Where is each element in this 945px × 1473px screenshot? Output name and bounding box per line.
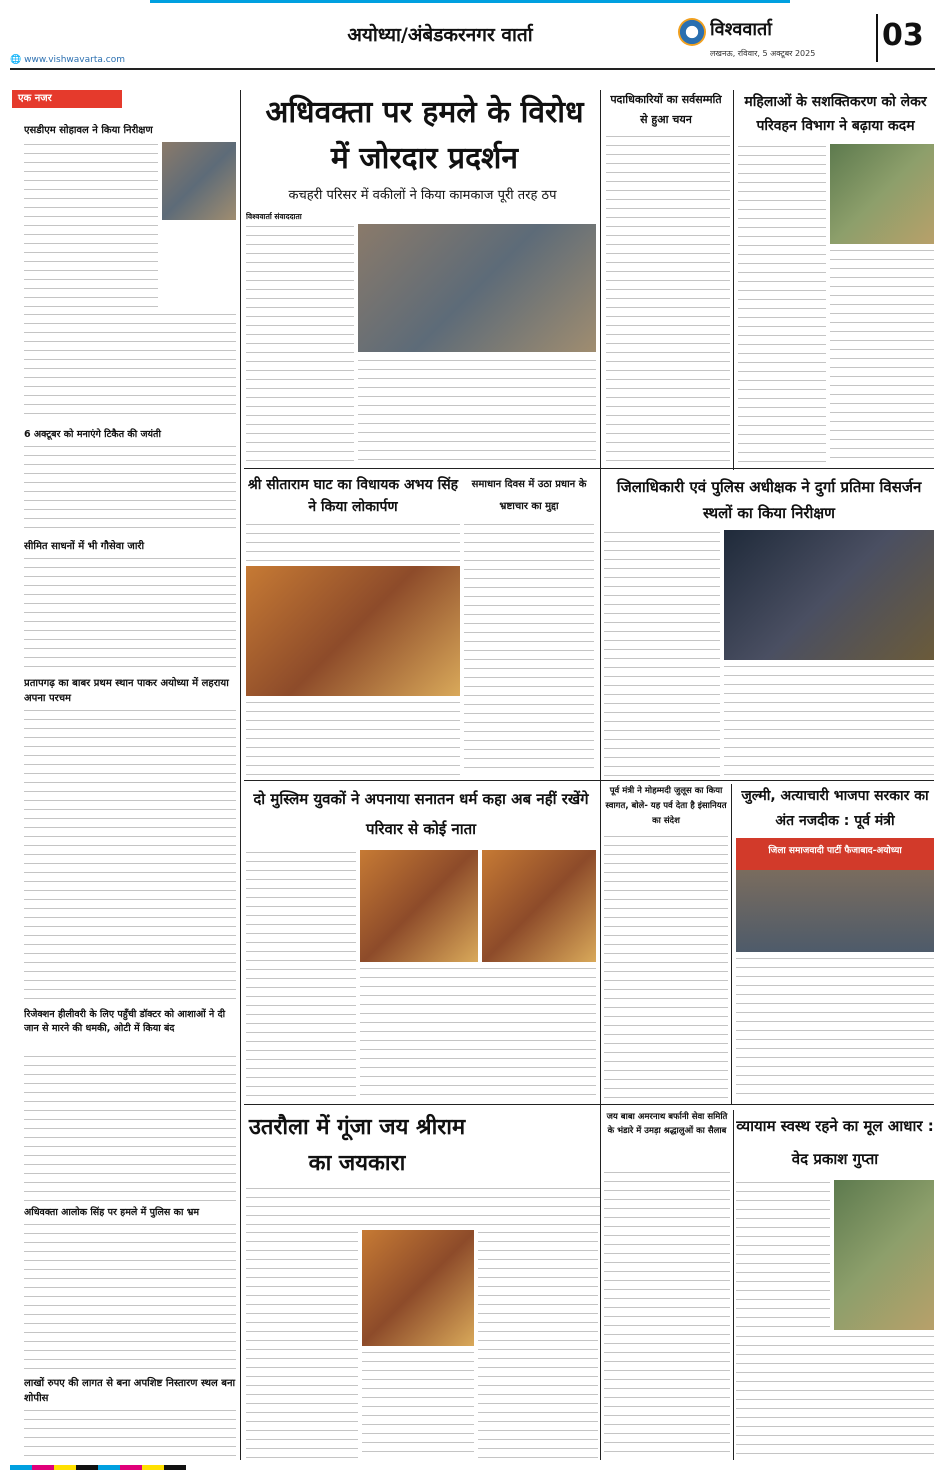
sanatan-body xyxy=(246,850,356,1100)
paper-name: विश्ववार्ता xyxy=(710,19,772,40)
col4-divider-2 xyxy=(731,784,732,1104)
left-column-divider xyxy=(240,90,241,1460)
brief-title-6: अधिवक्ता आलोक सिंह पर हमले में पुलिस का भ्रम xyxy=(24,1207,200,1218)
sanatan-photo-1 xyxy=(360,850,478,962)
sanatan-headline: दो मुस्लिम युवकों ने अपनाया सनातन धर्म कहा अब नहीं रखेंगे परिवार से कोई नाता xyxy=(253,790,589,838)
utraula-body-2 xyxy=(246,1230,358,1460)
globe-icon: 🌐 xyxy=(10,55,22,65)
utraula-body-3 xyxy=(478,1230,598,1460)
mohammadi-body xyxy=(604,834,728,1100)
utraula-body-4 xyxy=(362,1350,474,1460)
samadhan-body xyxy=(464,522,594,776)
col3-top-body xyxy=(606,134,730,464)
sanatan-body-2 xyxy=(360,966,596,1100)
brief-photo-sdm xyxy=(162,142,236,220)
lead-body-left xyxy=(246,224,354,464)
website-text: www.vishwavarta.com xyxy=(24,55,125,65)
lead-body-right xyxy=(358,358,596,464)
col3-divider xyxy=(600,90,601,1460)
lead-photo-protest xyxy=(358,224,596,352)
brief-title-5: रिजेक्शन हीलीवरी के लिए पहुँची डॉक्टर को आशाओं ने दी जान से मारने की धमकी, ओटी में किया बंद xyxy=(24,1009,226,1034)
brief-title-4: प्रतापगढ़ का बाबर प्रथम स्थान पाकर अयोध्या में लहराया अपना परचम xyxy=(24,678,229,704)
col4-divider xyxy=(733,90,734,470)
page-number: 03 xyxy=(882,18,924,53)
col4-top-body xyxy=(738,144,826,464)
mohammadi-headline: पूर्व मंत्री ने मोहम्मदी जुलूस का किया स्वागत, बोले- यह पर्व देता है इंसानियत का संदेश xyxy=(605,786,727,826)
zulm-banner-text: जिला समाजवादी पार्टी फैजाबाद-अयोध्या xyxy=(768,846,902,856)
col3-top-headline: पदाधिकारियों का सर्वसम्मति से हुआ चयन xyxy=(610,93,722,126)
brief-title-1: एसडीएम सोहावल ने किया निरीक्षण xyxy=(24,125,153,136)
print-color-bar-top xyxy=(150,0,790,6)
ghat-photo xyxy=(246,566,460,696)
vyayam-body xyxy=(736,1180,830,1330)
visarjan-photo xyxy=(724,530,934,660)
ghat-headline: श्री सीताराम घाट का विधायक अभय सिंह ने किया लोकार्पण xyxy=(247,477,459,515)
col4-top-body-2 xyxy=(830,248,934,464)
lead-byline: विश्ववार्ता संवाददाता xyxy=(246,212,302,221)
brief-body-2 xyxy=(24,444,236,534)
brief-title-2: 6 अक्टूबर को मनाएंगे टिकैत की जयंती xyxy=(24,429,161,440)
print-color-bar-bottom xyxy=(10,1462,935,1470)
col4-top-photo xyxy=(830,144,934,244)
visarjan-body xyxy=(604,530,720,776)
vyayam-headline: व्यायाम स्वस्थ रहने का मूल आधार : वेद प्रकाश गुप्ता xyxy=(736,1117,934,1168)
brief-body-1 xyxy=(24,142,158,312)
brief-body-3 xyxy=(24,556,236,672)
zulm-body xyxy=(736,956,934,1100)
row2-rule xyxy=(244,780,934,781)
utraula-body xyxy=(246,1186,600,1226)
page-number-divider xyxy=(876,14,878,62)
brief-body-5 xyxy=(24,1054,236,1202)
amarnath-headline: जय बाबा अमरनाथ बर्फानी सेवा समिति के भंडारे में उमड़ा श्रद्धालुओं का सैलाब xyxy=(606,1112,728,1136)
zulm-photo xyxy=(736,838,934,952)
header-rule xyxy=(10,68,935,70)
page-header xyxy=(10,10,935,66)
brief-title-7: लाखों रुपए की लागत से बना अपशिष्ट निस्तारण स्थल बना शोपीस xyxy=(24,1378,236,1404)
row1-rule xyxy=(244,468,934,469)
lead-headline: अधिवक्ता पर हमले के विरोध में जोरदार प्रदर्शन xyxy=(265,95,584,176)
col4-top-headline: महिलाओं के सशक्तिकरण को लेकर परिवहन विभाग ने बढ़ाया कदम xyxy=(744,94,927,134)
utraula-headline: उतरौला में गूंजा जय श्रीराम का जयकारा xyxy=(248,1115,466,1176)
brief-body-6 xyxy=(24,1222,236,1372)
utraula-photo xyxy=(362,1230,474,1346)
zulm-headline: जुल्मी, अत्याचारी भाजपा सरकार का अंत नजदीक : पूर्व मंत्री xyxy=(741,788,929,829)
row3-rule xyxy=(244,1104,934,1105)
edition-line: लखनऊ, रविवार, 5 अक्टूबर 2025 xyxy=(710,49,816,58)
visarjan-headline: जिलाधिकारी एवं पुलिस अधीक्षक ने दुर्गा प्रतिमा विसर्जन स्थलों का किया निरीक्षण xyxy=(616,478,922,522)
amarnath-body xyxy=(604,1170,730,1460)
visarjan-body-2 xyxy=(724,664,934,776)
brief-body-4 xyxy=(24,708,236,1004)
brief-body-1b xyxy=(24,312,236,422)
samadhan-headline: समाधान दिवस में उठा प्रधान के भ्रष्टाचार का मुद्दा xyxy=(471,479,587,512)
brief-title-3: सीमित साधनों में भी गौसेवा जारी xyxy=(24,541,145,552)
ghat-body xyxy=(246,522,460,562)
col4-divider-3 xyxy=(733,1110,734,1460)
website-url[interactable] xyxy=(10,54,210,66)
left-news-column xyxy=(12,90,238,1460)
lead-subhead: कचहरी परिसर में वकीलों ने किया कामकाज पूरी तरह ठप xyxy=(288,188,557,203)
sanatan-photo-2 xyxy=(482,850,596,962)
ghat-body-2 xyxy=(246,700,460,776)
vyayam-body-2 xyxy=(736,1334,934,1460)
section-title: अयोध्या/अंबेडकरनगर वार्ता xyxy=(347,24,533,46)
vyayam-photo xyxy=(834,1180,934,1330)
ek-nazar-tag: एक नजर xyxy=(12,90,122,108)
brief-body-7 xyxy=(24,1408,236,1458)
masthead-logo xyxy=(678,18,706,46)
